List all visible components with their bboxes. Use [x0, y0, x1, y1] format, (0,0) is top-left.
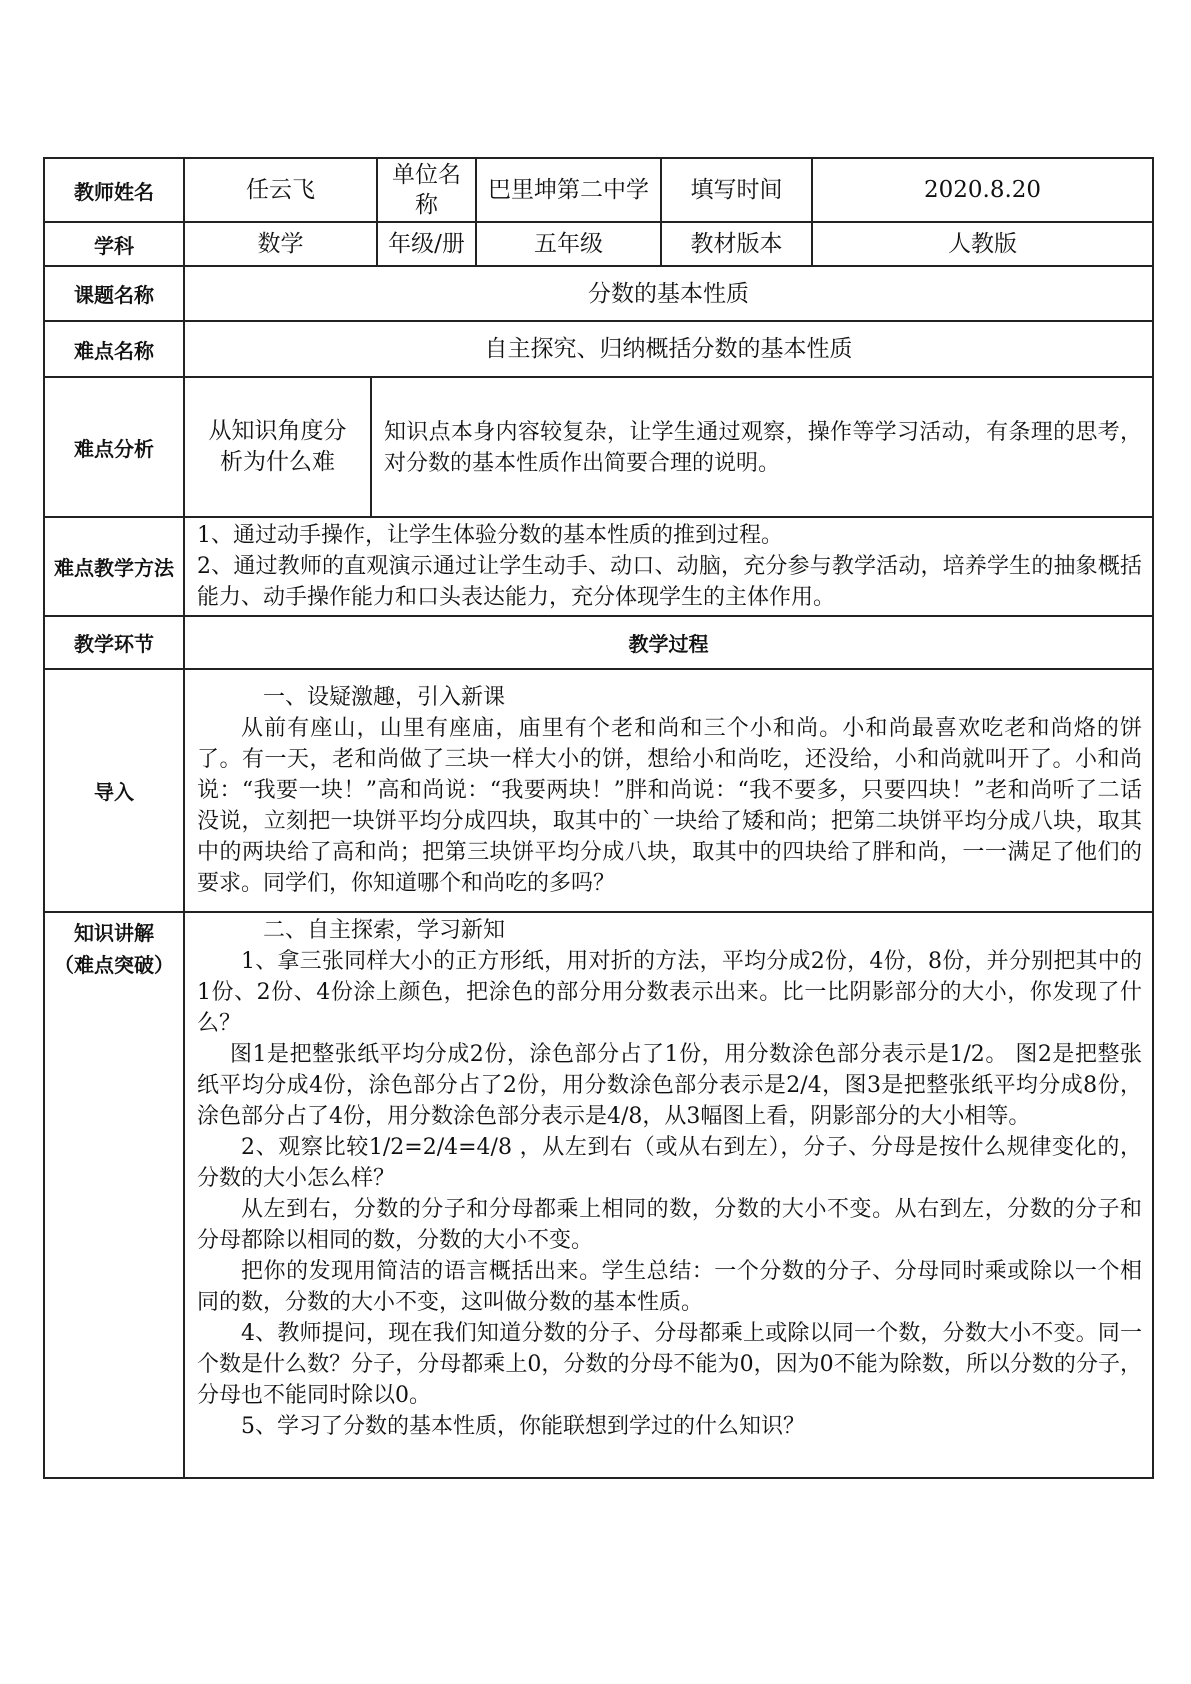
method-line: 2、通过教师的直观演示通过让学生动手、动口、动脑，充分参与教学活动，培养学生的抽象概括能力、动手操作能力和口头表达能力，充分体现学生的主体作用。 — [197, 554, 1142, 610]
subject-row — [44, 222, 1153, 266]
unit-value: 巴里坤第二中学 — [476, 158, 661, 222]
date-value: 2020.8.20 — [812, 158, 1153, 222]
unit-label: 单位名称 — [377, 158, 476, 222]
grade-label: 年级/册 — [377, 222, 476, 266]
topic-value: 分数的基本性质 — [184, 266, 1153, 321]
analysis-text: 知识点本身内容较复杂，让学生通过观察，操作等学习活动，有条理的思考，对分数的基本性质作出简要合理的说明。 — [371, 377, 1153, 517]
knowledge-content — [184, 912, 1153, 1478]
knowledge-paragraph: 4、教师提问，现在我们知道分数的分子、分母都乘上或除以同一个数，分数大小不变。同一个数是什么数？分子，分母都乘上0，分数的分母不能为0，因为0不能为除数，所以分数的分子，分母也不能同时除以0。 — [197, 1321, 1142, 1408]
subject-value: 数学 — [184, 222, 377, 266]
date-label: 填写时间 — [661, 158, 812, 222]
knowledge-paragraph: 图1是把整张纸平均分成2份，涂色部分占了1份，用分数涂色部分表示是1/2。 图2是把整张纸平均分成4份，涂色部分占了2份，用分数涂色部分表示是2/4，图3是把整张纸平均分成8份，涂色部分占了4份，用分数涂色部分表示是4/8，从3幅图上看，阴影部分的大小相等。 — [197, 1042, 1142, 1129]
intro-content — [184, 669, 1153, 912]
knowledge-paragraph: 1、拿三张同样大小的正方形纸，用对折的方法，平均分成2份，4份，8份，并分别把其中的1份、2份、4份涂上颜色，把涂色的部分用分数表示出来。比一比阴影部分的大小，你发现了什么？ — [197, 949, 1142, 1036]
topic-label: 课题名称 — [44, 266, 184, 321]
intro-paragraph: 从前有座山，山里有座庙，庙里有个老和尚和三个小和尚。小和尚最喜欢吃老和尚烙的饼了。有一天，老和尚做了三块一样大小的饼，想给小和尚吃，还没给，小和尚就叫开了。小和尚说：“我要一块！”高和尚说：“我要两块！”胖和尚说：“我不要多，只要四块！”老和尚听了二话没说，立刻把一块饼平均分成四块，取其中的`一块给了矮和尚；把第二块饼平均分成八块，取其中的两块给了高和尚；把第三块饼平均分成八块，取其中的四块给了胖和尚，一一满足了他们的要求。同学们，你知道哪个和尚吃的多吗？ — [197, 716, 1142, 896]
method-content — [184, 517, 1153, 616]
method-row — [44, 517, 1153, 616]
intro-heading: 一、设疑激趣，引入新课 — [263, 685, 506, 710]
knowledge-label — [44, 912, 184, 1478]
knowledge-paragraph: 5、学习了分数的基本性质，你能联想到学过的什么知识？ — [241, 1414, 805, 1439]
teacher-value: 任云飞 — [184, 158, 377, 222]
intro-row — [44, 669, 1153, 912]
edition-value: 人教版 — [812, 222, 1153, 266]
difficulty-label: 难点名称 — [44, 321, 184, 377]
knowledge-paragraph: 2、观察比较1/2=2/4=4/8 ，从左到右（或从右到左），分子、分母是按什么规律变化的，分数的大小怎么样？ — [197, 1135, 1142, 1191]
topic-row — [44, 266, 1153, 321]
difficulty-value: 自主探究、归纳概括分数的基本性质 — [184, 321, 1153, 377]
knowledge-heading: 二、自主探索，学习新知 — [263, 918, 506, 943]
lesson-plan-table — [43, 157, 1154, 1479]
knowledge-paragraph: 把你的发现用简洁的语言概括出来。学生总结：一个分数的分子、分母同时乘或除以一个相同的数，分数的大小不变，这叫做分数的基本性质。 — [197, 1259, 1142, 1315]
analysis-sub-label: 从知识角度分析为什么难 — [184, 377, 371, 517]
process-value: 教学过程 — [184, 616, 1153, 669]
grade-value: 五年级 — [476, 222, 661, 266]
edition-label: 教材版本 — [661, 222, 812, 266]
teacher-label: 教师姓名 — [44, 158, 184, 222]
analysis-row — [44, 377, 1153, 517]
knowledge-row — [44, 912, 1153, 1478]
method-label: 难点教学方法 — [44, 517, 184, 616]
intro-label: 导入 — [44, 669, 184, 912]
difficulty-row — [44, 321, 1153, 377]
method-line: 1、通过动手操作，让学生体验分数的基本性质的推到过程。 — [197, 523, 783, 548]
process-header-row — [44, 616, 1153, 669]
subject-label: 学科 — [44, 222, 184, 266]
knowledge-paragraph: 从左到右，分数的分子和分母都乘上相同的数，分数的大小不变。从右到左，分数的分子和分母都除以相同的数，分数的大小不变。 — [197, 1197, 1142, 1253]
process-label: 教学环节 — [44, 616, 184, 669]
knowledge-label-line1: 知识讲解 — [74, 921, 154, 945]
knowledge-label-line2: （难点突破） — [54, 953, 174, 977]
header-row — [44, 158, 1153, 222]
analysis-label: 难点分析 — [44, 377, 184, 517]
